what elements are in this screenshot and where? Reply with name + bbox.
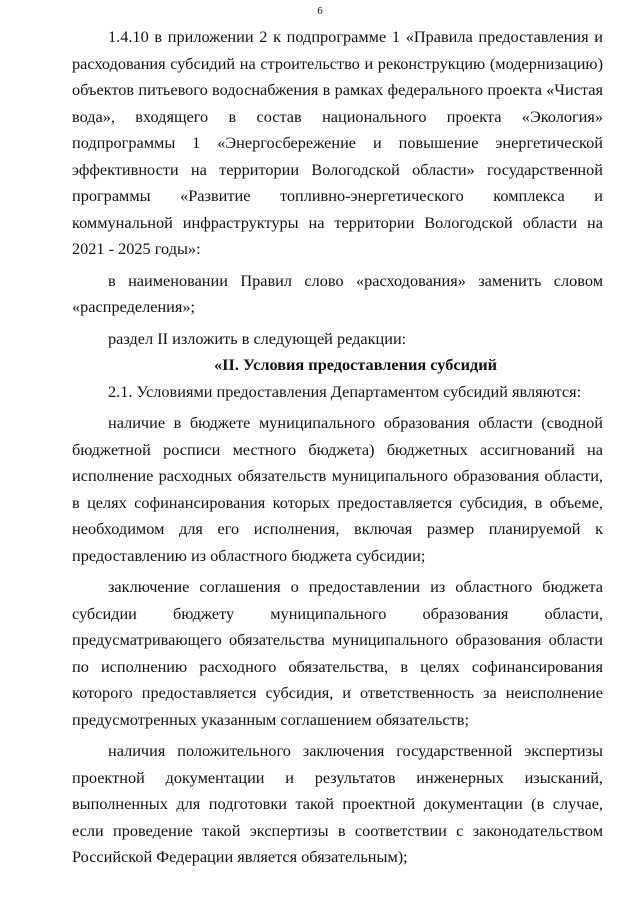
paragraph-rename-rules: в наименовании Правил слово «расходования» заменить словом «распределения»; [72,270,603,316]
document-body [72,24,603,871]
section-heading: «II. Условия предоставления субсидий [214,355,497,374]
page-number: 6 [317,5,323,17]
paragraph-section-edit: раздел II изложить в следующей редакции: [108,328,407,348]
paragraph-condition-budget: наличие в бюджете муниципального образования области (сводной бюджетной росписи местного бюджета) бюджетных ассигнований на исполнение расходных обязательств муниципального образования области, в целях софинансирования которых предоставляется субсидия, в объеме, необходимом для его исполнения, включая размер планируемой к предоставлению из областного бюджета субсидии; [72,413,603,565]
paragraph-condition-agreement: заключение соглашения о предоставлении из областного бюджета субсидии бюджету муниципального образования области, предусматривающего обязательства муниципального образования области по исполнению расходного обязательства, в целях софинансирования которого предоставляется субсидия, и ответственность за неисполнение предусмотренных указанным соглашением обязательств; [72,577,603,729]
paragraph-condition-expertise: наличия положительного заключения государственной экспертизы проектной документации и результатов инженерных изысканий, выполненных для подготовки такой проектной документации (в случае, если проведение такой экспертизы в соответствии с законодательством Российской Федерации является обязательным); [72,741,603,866]
paragraph-conditions-intro: 2.1. Условиями предоставления Департаментом субсидий являются: [108,381,582,401]
paragraph-amendment-intro: 1.4.10 в приложении 2 к подпрограмме 1 «Правила предоставления и расходования субсидий на строительство и реконструкцию (модернизацию) объектов питьевого водоснабжения в рамках федерального проекта «Чистая вода», входящего в состав национального проекта «Экология» подпрограммы 1 «Энергосбережение и повышение энергетической эффективности на территории Вологодской области» государственной программы «Развитие топливно-энергетического комплекса и коммунальной инфраструктуры на территории Вологодской области на 2021 - 2025 годы»: [72,27,603,258]
